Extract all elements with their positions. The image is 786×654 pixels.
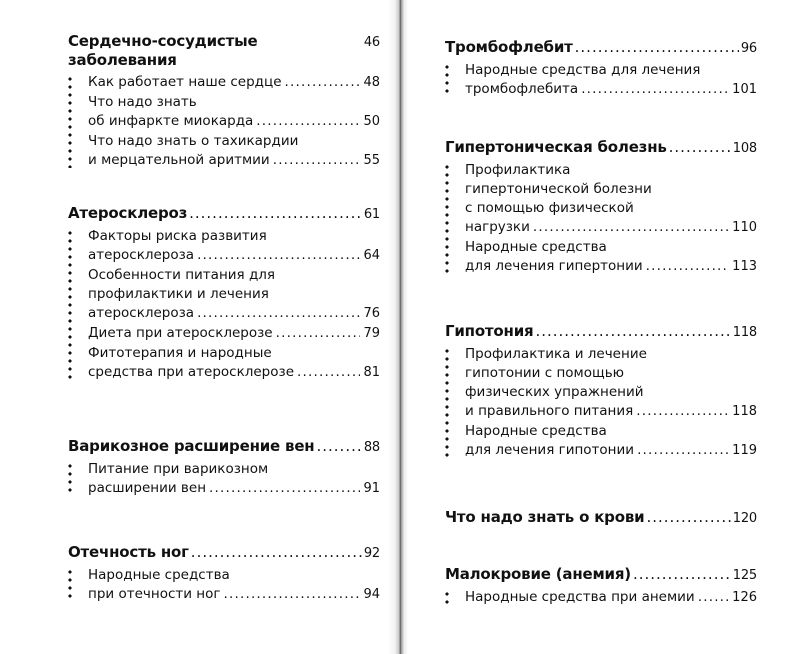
dot-leader — [197, 246, 360, 265]
page-number: 88 — [363, 440, 380, 455]
dot-leader — [189, 204, 362, 223]
dot-leader — [285, 73, 361, 92]
subsection-list — [445, 588, 757, 607]
entry-text-line: Народные средства — [88, 567, 230, 583]
toc-entry[interactable] — [88, 227, 380, 265]
entry-text-line: атеросклероза — [88, 247, 195, 263]
entry-text-line: при отечности ног — [88, 586, 221, 602]
page-number: 125 — [732, 568, 757, 583]
subsection-list — [68, 460, 380, 498]
entry-text-line: Народные средства — [465, 423, 607, 439]
entry-last-line — [465, 80, 757, 99]
page-number: 96 — [740, 41, 757, 56]
page-number: 91 — [363, 481, 380, 496]
page-number: 118 — [732, 325, 757, 340]
entry-text-line: для лечения гипотонии — [465, 442, 635, 458]
toc-entry[interactable] — [88, 566, 380, 604]
book-spine — [388, 0, 408, 654]
page-number: 92 — [363, 546, 380, 561]
page-number: 94 — [363, 587, 380, 602]
dot-leader — [209, 479, 360, 498]
entry-last-line — [465, 402, 757, 421]
entry-last-line — [88, 585, 380, 604]
page-number: 48 — [363, 75, 380, 90]
section-heading[interactable] — [445, 565, 757, 585]
entry-text-line: расширении вен — [88, 480, 207, 496]
entry-text-line: Профилактика — [465, 162, 571, 178]
dot-leader — [197, 304, 360, 323]
section-title: Отечность ног — [68, 543, 189, 561]
subsection-list — [445, 61, 757, 99]
entry-text-line: атеросклероза — [88, 305, 195, 321]
toc-section — [68, 437, 380, 499]
section-title: Гипертоническая болезнь — [445, 138, 667, 156]
entry-text-line: Диета при атеросклерозе — [88, 325, 273, 341]
section-heading[interactable] — [445, 38, 757, 58]
entry-text-line: Народные средства — [465, 239, 607, 255]
entry-text-line: гипотонии с помощью — [465, 365, 625, 381]
entry-text-line: Что надо знать — [88, 94, 197, 110]
entry-text-line: Народные средства при анемии — [465, 589, 695, 605]
entry-last-line — [88, 479, 380, 498]
entry-text-line: Особенности питания для — [88, 267, 276, 283]
dot-leader — [276, 324, 361, 343]
page-number: 108 — [732, 141, 757, 156]
entry-last-line — [88, 151, 380, 170]
entry-text-line: с помощью физической — [465, 200, 634, 216]
dot-leader — [223, 585, 360, 604]
subsection-list — [68, 227, 380, 382]
section-title: Малокровие (анемия) — [445, 565, 631, 583]
entry-text-line: тромбофлебита — [465, 81, 579, 97]
subsection-list — [445, 345, 757, 460]
entry-last-line — [465, 441, 757, 460]
entry-last-line — [88, 324, 380, 343]
toc-section — [445, 322, 757, 461]
page-number: 81 — [363, 365, 380, 380]
toc-section — [445, 508, 757, 528]
page-number: 64 — [363, 248, 380, 263]
toc-section — [445, 38, 757, 100]
dot-leader — [636, 402, 729, 421]
dot-leader — [533, 218, 729, 237]
page-number: 101 — [732, 82, 757, 97]
toc-section — [68, 32, 380, 171]
toc-entry[interactable] — [465, 345, 757, 421]
section-heading[interactable] — [445, 138, 757, 158]
entry-last-line — [465, 257, 757, 276]
page-number: 61 — [363, 207, 380, 222]
section-title: Варикозное расширение вен — [68, 437, 315, 455]
section-title: Тромбофлебит — [445, 38, 573, 56]
section-heading[interactable] — [445, 322, 757, 342]
page-number: 79 — [363, 326, 380, 341]
toc-entry[interactable] — [88, 132, 380, 170]
toc-entry[interactable] — [465, 61, 757, 99]
entry-last-line — [88, 304, 380, 323]
entry-text-line: Народные средства для лечения — [465, 62, 701, 78]
entry-text-line: гипертонической болезни — [465, 181, 652, 197]
entry-last-line — [88, 363, 380, 382]
toc-entry[interactable] — [88, 73, 380, 92]
toc-section — [68, 204, 380, 383]
page-number: 55 — [363, 153, 380, 168]
dot-leader — [273, 151, 361, 170]
section-heading[interactable] — [68, 543, 380, 563]
section-title: Атеросклероз — [68, 204, 188, 222]
toc-entry[interactable] — [88, 266, 380, 323]
entry-last-line — [88, 73, 380, 92]
entry-last-line — [465, 588, 757, 607]
toc-entry[interactable] — [465, 588, 757, 607]
section-heading[interactable] — [68, 32, 380, 70]
dot-leader — [191, 543, 362, 562]
subsection-list — [445, 161, 757, 276]
entry-text-line: и мерцательной аритмии — [88, 152, 270, 168]
entry-text-line: нагрузки — [465, 219, 530, 235]
entry-text-line: об инфаркте миокарда — [88, 113, 254, 129]
page-number: 126 — [732, 590, 757, 605]
dot-leader — [646, 257, 730, 276]
dot-leader — [316, 437, 361, 456]
entry-text-line: Профилактика и лечение — [465, 346, 647, 362]
entry-last-line — [88, 246, 380, 265]
dot-leader — [637, 441, 729, 460]
entry-text-line: физических упражнений — [465, 384, 644, 400]
entry-text-line: Фитотерапия и народные — [88, 345, 272, 361]
entry-text-line: Что надо знать о тахикардии — [88, 133, 299, 149]
toc-entry[interactable] — [88, 324, 380, 343]
toc-entry[interactable] — [465, 238, 757, 276]
dot-leader — [256, 112, 360, 131]
section-title: Сердечно-сосудистые заболевания — [68, 32, 258, 69]
page-number: 118 — [732, 404, 757, 419]
subsection-list — [68, 566, 380, 604]
dot-leader — [581, 80, 729, 99]
dot-leader — [669, 138, 731, 157]
dot-leader — [633, 565, 731, 584]
page-number: 113 — [732, 259, 757, 274]
toc-entry[interactable] — [465, 161, 757, 237]
entry-text-line: Как работает наше сердце — [88, 74, 282, 90]
page-number: 76 — [363, 306, 380, 321]
dot-leader — [535, 322, 730, 341]
entry-text-line: Факторы риска развития — [88, 228, 267, 244]
page-number: 119 — [732, 443, 757, 458]
toc-entry[interactable] — [465, 422, 757, 460]
dot-leader — [646, 508, 730, 527]
entry-last-line — [88, 112, 380, 131]
toc-section — [445, 565, 757, 608]
page-number: 46 — [363, 35, 380, 50]
entry-text-line: для лечения гипертонии — [465, 258, 643, 274]
subsection-list — [68, 73, 380, 170]
entry-text-line: средства при атеросклерозе — [88, 364, 294, 380]
entry-last-line — [465, 218, 757, 237]
dot-leader — [575, 38, 739, 57]
section-heading[interactable] — [68, 204, 380, 224]
page-number: 110 — [732, 220, 757, 235]
dot-leader — [698, 588, 729, 607]
toc-entry[interactable] — [88, 460, 380, 498]
section-heading[interactable] — [445, 508, 757, 528]
entry-text-line: Питание при варикозном — [88, 461, 269, 477]
toc-section — [68, 543, 380, 605]
dot-leader — [297, 363, 360, 382]
section-heading[interactable] — [68, 437, 380, 457]
entry-text-line: профилактики и лечения — [88, 286, 269, 302]
page-number: 120 — [732, 511, 757, 526]
entry-text-line: и правильного питания — [465, 403, 634, 419]
toc-entry[interactable] — [88, 93, 380, 131]
page-number: 50 — [363, 114, 380, 129]
toc-section — [445, 138, 757, 277]
toc-entry[interactable] — [88, 344, 380, 382]
section-title: Что надо знать о крови — [445, 508, 645, 526]
section-title: Гипотония — [445, 322, 534, 340]
